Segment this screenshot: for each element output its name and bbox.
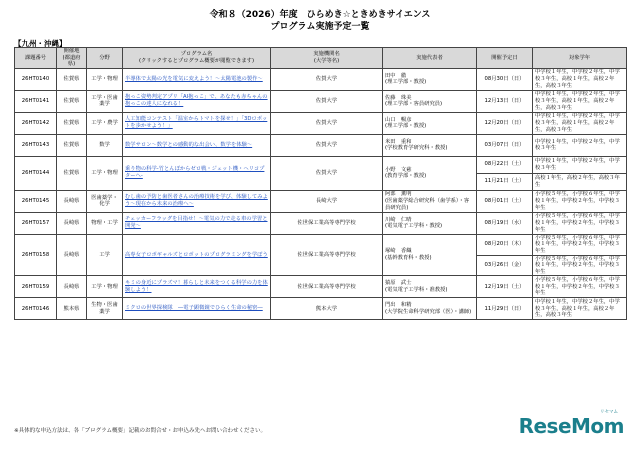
cell-date: 11月29日（日）: [477, 298, 533, 320]
cell-field: 物理・工学: [87, 212, 123, 234]
cell-org: 熊本大学: [271, 298, 383, 320]
table-row: [15, 134, 627, 156]
table-row: [15, 90, 627, 112]
table-row: [15, 68, 627, 90]
header-org: 実施機関名 (大学等名): [271, 48, 383, 69]
cell-program: [123, 298, 271, 320]
cell-rep: [383, 112, 477, 134]
header-date: 開催予定日: [477, 48, 533, 69]
rep-affiliation: (電気電子工学科・教授): [385, 223, 443, 230]
rep-name: 川崎 仁晴: [385, 216, 412, 223]
cell-id: 26HT0143: [15, 134, 57, 156]
cell-rep: [383, 190, 477, 212]
cell-field: 工学・物理: [87, 276, 123, 298]
document-title: 令和８（2026）年度 ひらめき☆ときめきサイエンス: [209, 10, 431, 20]
rep-affiliation: (理工学部・客員研究員): [385, 101, 443, 108]
cell-id: 26HT0158: [15, 234, 57, 276]
cell-pref: 長崎県: [57, 190, 87, 212]
header-rep: 実施代表者: [383, 48, 477, 69]
cell-org: 佐世保工業高等専門学校: [271, 234, 383, 276]
cell-rep: [383, 276, 477, 298]
cell-org: 佐世保工業高等専門学校: [271, 276, 383, 298]
rep-affiliation: (医歯薬学総合研究科（歯学系）・客員研究員): [385, 197, 470, 211]
cell-field: 工学・農学: [87, 112, 123, 134]
program-link[interactable]: 半導体で太陽の光を電気に変えよう！～太陽電池の製作～: [125, 75, 263, 82]
cell-id: 26HT0146: [15, 298, 57, 320]
cell-field: 医歯薬学・化学: [87, 190, 123, 212]
cell-program: [123, 156, 271, 190]
cell-pref: 佐賀県: [57, 112, 87, 134]
rep-name: 山口 暢彦: [385, 116, 412, 123]
header-pref: 開催地 (都道府県): [57, 48, 87, 69]
cell-target: 小学校５年生，小学校６年生，中学校１年生，中学校２年生，中学校３年生: [533, 276, 627, 298]
cell-date: 08月19日（水）: [477, 212, 533, 234]
cell-field: 工学・医歯薬学: [87, 90, 123, 112]
program-link[interactable]: 抱っこ姿勢判定アプリ「AI抱っこ」で、あなたも赤ちゃんの抱っこの達人になれる！: [125, 94, 268, 108]
table-row: [15, 234, 627, 255]
cell-pref: 佐賀県: [57, 68, 87, 90]
cell-target: 中学校１年生，中学校２年生，中学校３年生，高校１年生，高校２年生，高校３年生: [533, 298, 627, 320]
cell-target: 中学校１年生，中学校２年生，中学校３年生，高校１年生，高校２年生，高校３年生: [533, 90, 627, 112]
program-link[interactable]: 人工知能コンテスト「温室からトマトを探せ！」「3Dロボットを歩かせよう！」: [125, 116, 268, 130]
cell-org: 佐賀大学: [271, 134, 383, 156]
cell-target: 中学校１年生，中学校２年生，中学校３年生，高校１年生，高校２年生，高校３年生: [533, 112, 627, 134]
cell-program: [123, 68, 271, 90]
cell-date: 08月20日（木）: [477, 234, 533, 255]
cell-target: 小学校５年生，小学校６年生，中学校１年生，中学校２年生，中学校３年生: [533, 234, 627, 255]
rep-affiliation: (学校教育学研究科・教授): [385, 145, 448, 152]
header-id: 課題番号: [15, 48, 57, 69]
cell-rep: [383, 134, 477, 156]
cell-pref: 佐賀県: [57, 156, 87, 190]
cell-rep: [383, 212, 477, 234]
cell-rep: [383, 298, 477, 320]
cell-date: 08月01日（土）: [477, 190, 533, 212]
rep-name: 佐藤 珠美: [385, 94, 412, 101]
cell-date: 12月19日（土）: [477, 276, 533, 298]
table-row: [15, 212, 627, 234]
cell-rep: [383, 234, 477, 276]
table-row: [15, 276, 627, 298]
cell-rep: [383, 156, 477, 190]
cell-program: [123, 212, 271, 234]
header-target: 対象学年: [533, 48, 627, 69]
cell-id: 26HT0159: [15, 276, 57, 298]
cell-org: 長崎大学: [271, 190, 383, 212]
resemom-logo: ReseMom: [518, 414, 624, 438]
header-field: 分野: [87, 48, 123, 69]
rep-name: 小野 文慈: [385, 166, 412, 173]
cell-pref: 熊本県: [57, 298, 87, 320]
rep-name: 塚崎 香織: [385, 248, 412, 255]
footnote: ※具体的な申込方法は、各「プログラム概要」記載のお問合せ・お申込み先へお問い合わせください。: [14, 428, 267, 434]
cell-target: 中学校１年生，中学校２年生，中学校３年生: [533, 134, 627, 156]
cell-program: [123, 134, 271, 156]
cell-pref: 長崎県: [57, 212, 87, 234]
cell-program: [123, 190, 271, 212]
cell-pref: 長崎県: [57, 234, 87, 276]
rep-affiliation: (基幹教育科・教授): [385, 255, 432, 262]
cell-program: [123, 90, 271, 112]
cell-target: 高校１年生，高校２年生，高校３年生: [533, 173, 627, 190]
cell-id: 26HT0144: [15, 156, 57, 190]
logo-kana: リセマム: [600, 410, 618, 415]
rep-affiliation: (教育学部・教授): [385, 173, 427, 180]
cell-pref: 長崎県: [57, 276, 87, 298]
cell-id: 26HT0157: [15, 212, 57, 234]
cell-date: 12月13日（日）: [477, 90, 533, 112]
cell-id: 26HT0145: [15, 190, 57, 212]
cell-rep: [383, 90, 477, 112]
program-link[interactable]: 数学サロン～数学との感動的な出会い、数学を体験～: [125, 141, 253, 148]
program-link[interactable]: キミの身近にプラズマ！暮らしと未来をつくる科学の力を体験しよう！: [125, 280, 268, 293]
rep-affiliation: (理工学部・教授): [385, 123, 427, 130]
rep-affiliation: (電気電子工学科・准教授): [385, 286, 448, 293]
table-row: [15, 156, 627, 173]
rep-name: 猿原 武士: [385, 280, 412, 287]
cell-rep: [383, 68, 477, 90]
cell-target: 小学校５年生，小学校６年生，中学校１年生，中学校２年生，中学校３年生: [533, 255, 627, 276]
cell-pref: 佐賀県: [57, 134, 87, 156]
rep-name: 米田 重和: [385, 138, 412, 145]
rep-affiliation: (理工学部・教授): [385, 79, 427, 86]
cell-field: 数学: [87, 134, 123, 156]
table-row: [15, 298, 627, 320]
cell-id: 26HT0140: [15, 68, 57, 90]
document-subtitle: プログラム実施予定一覧: [270, 22, 370, 32]
cell-target: 中学校１年生，中学校２年生，中学校３年生: [533, 156, 627, 173]
cell-target: 小学校５年生，小学校６年生，中学校１年生，中学校２年生，中学校３年生: [533, 190, 627, 212]
header-program: プログラム名 (クリックするとプログラム概要が閲覧できます): [123, 48, 271, 69]
cell-target: 中学校１年生，中学校２年生，中学校３年生，高校１年生，高校２年生，高校３年生: [533, 68, 627, 90]
program-link[interactable]: むし歯の予防と歯医者さんの治療技術を学び、体験してみよう～現在から未来の治療へ～: [125, 194, 268, 208]
table-row: [15, 190, 627, 212]
cell-id: 26HT0141: [15, 90, 57, 112]
rep-affiliation: (大学院生命科学研究部（医）・講師): [385, 308, 472, 315]
cell-date: 11月21日（土）: [477, 173, 533, 190]
cell-pref: 佐賀県: [57, 90, 87, 112]
table-row: [15, 112, 627, 134]
program-table: [14, 47, 627, 320]
table-header-row: [15, 48, 627, 69]
cell-program: [123, 234, 271, 276]
cell-field: 生物・医歯薬学: [87, 298, 123, 320]
cell-date: 08月30日（日）: [477, 68, 533, 90]
region-label: 【九州・沖縄】: [14, 39, 67, 48]
rep-name: 田中 徹: [385, 72, 407, 79]
cell-date: 08月22日（土）: [477, 156, 533, 173]
program-link[interactable]: 乗り物の科学-竹とんぼからゼロ戦・ジェット機・ヘリコプターへ-: [125, 166, 265, 180]
cell-org: 佐世保工業高等専門学校: [271, 212, 383, 234]
program-link[interactable]: チェッカーフラッグを目指せ！～電気の力で走る車の学習と開発～: [125, 216, 268, 230]
cell-field: 工学・物理: [87, 156, 123, 190]
cell-org: 佐賀大学: [271, 68, 383, 90]
cell-org: 佐賀大学: [271, 156, 383, 190]
program-link[interactable]: 高専女子ロボギャルズとロボットのプログラミングを学ぼう: [125, 251, 268, 258]
cell-date: 03月26日（金）: [477, 255, 533, 276]
cell-program: [123, 112, 271, 134]
program-link[interactable]: ミクロの世界探検隊 ―電子顕微鏡でひらく生命の秘密―: [125, 305, 263, 312]
cell-program: [123, 276, 271, 298]
cell-date: 03月07日（日）: [477, 134, 533, 156]
cell-id: 26HT0142: [15, 112, 57, 134]
cell-field: 工学・物理: [87, 68, 123, 90]
cell-date: 12月20日（日）: [477, 112, 533, 134]
cell-org: 佐賀大学: [271, 90, 383, 112]
cell-target: 小学校５年生，小学校６年生，中学校１年生，中学校２年生，中学校３年生: [533, 212, 627, 234]
cell-field: 工学: [87, 234, 123, 276]
rep-name: 阿部 薫明: [385, 191, 412, 198]
cell-org: 佐賀大学: [271, 112, 383, 134]
rep-name: 門出 和精: [385, 302, 412, 309]
